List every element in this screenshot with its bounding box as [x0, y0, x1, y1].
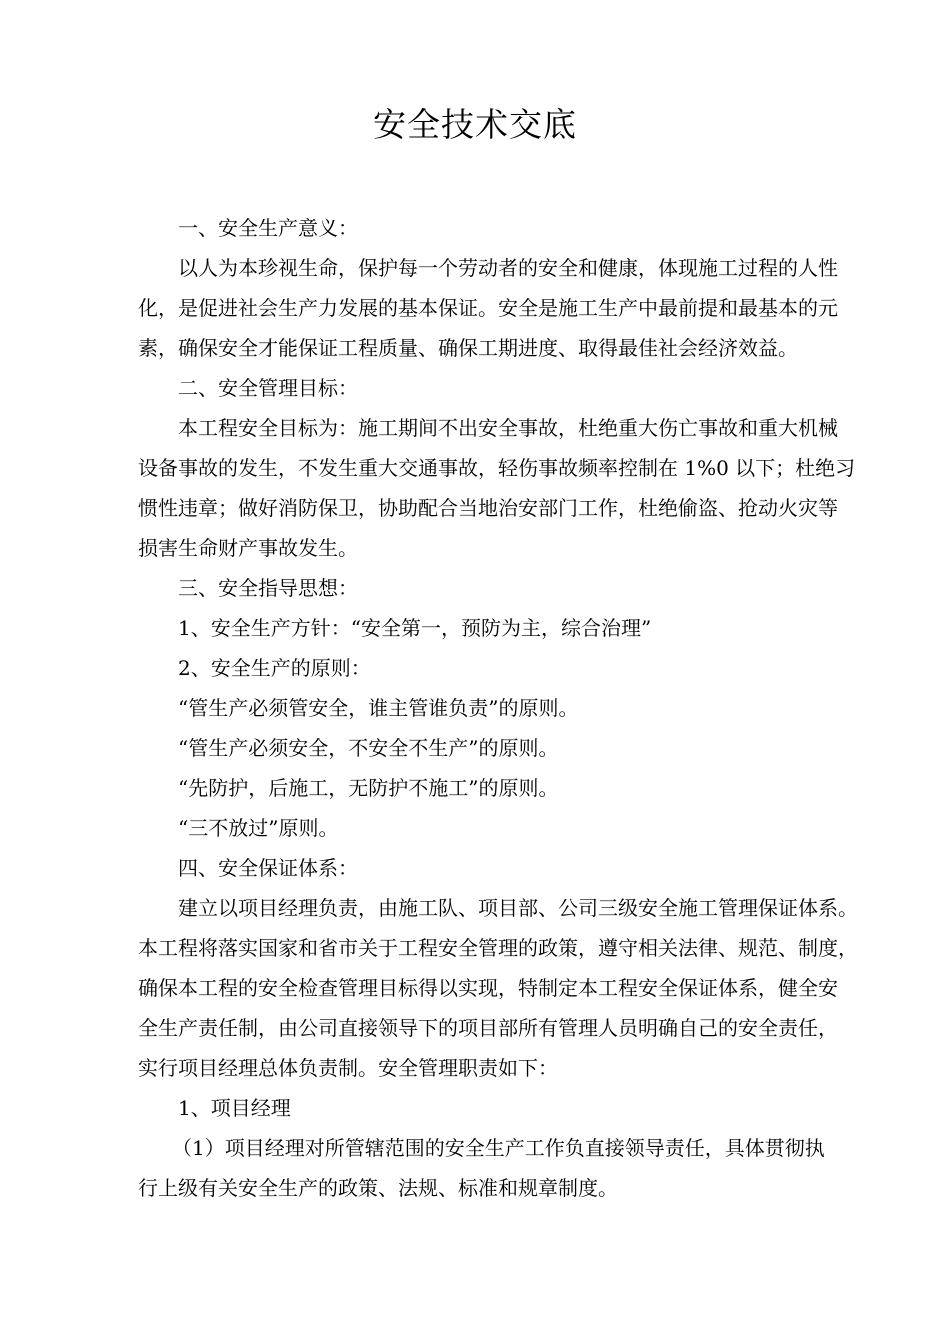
paragraph-line: 全生产责任制，由公司直接领导下的项目部所有管理人员明确自己的安全责任， [138, 1016, 838, 1040]
principle-line: “三不放过”原则。 [178, 816, 339, 840]
paragraph-line: 设备事故的发生，不发生重大交通事故，轻伤事故频率控制在 1%0 以下；杜绝习 [138, 456, 856, 480]
paragraph-line: 损害生命财产事故发生。 [138, 536, 358, 560]
paragraph-line: 化，是促进社会生产力发展的基本保证。安全是施工生产中最前提和最基本的元 [138, 296, 838, 320]
section-heading-3: 三、安全指导思想： [178, 576, 358, 600]
section-heading-1: 一、安全生产意义： [178, 216, 358, 240]
paragraph-line: 行上级有关安全生产的政策、法规、标准和规章制度。 [138, 1176, 618, 1200]
document-body [138, 208, 858, 1208]
list-item: 1、安全生产方针：“安全第一，预防为主，综合治理” [178, 616, 652, 640]
paragraph-line: 确保本工程的安全检查管理目标得以实现，特制定本工程安全保证体系，健全安 [138, 976, 838, 1000]
paragraph-line: 素，确保安全才能保证工程质量、确保工期进度、取得最佳社会经济效益。 [138, 336, 798, 360]
list-item: 2、安全生产的原则： [178, 656, 371, 680]
principle-line: “管生产必须安全，不安全不生产”的原则。 [178, 736, 559, 760]
paragraph-line: 实行项目经理总体负责制。安全管理职责如下： [138, 1056, 558, 1080]
paragraph-line: 惯性违章；做好消防保卫，协助配合当地治安部门工作，杜绝偷盗、抢动火灾等 [138, 496, 838, 520]
principle-line: “管生产必须管安全，谁主管谁负责”的原则。 [178, 696, 579, 720]
paragraph-line: 本工程安全目标为：施工期间不出安全事故，杜绝重大伤亡事故和重大机械 [178, 416, 838, 440]
subsection-heading: 1、项目经理 [178, 1096, 291, 1120]
document-title: 安全技术交底 [373, 105, 577, 144]
paragraph-line: 以人为本珍视生命，保护每一个劳动者的安全和健康，体现施工过程的人性 [178, 256, 838, 280]
paragraph-line: （1）项目经理对所管辖范围的安全生产工作负直接领导责任，具体贯彻执 [172, 1136, 825, 1160]
principle-line: “先防护，后施工，无防护不施工”的原则。 [178, 776, 559, 800]
section-heading-4: 四、安全保证体系： [178, 856, 358, 880]
paragraph-line: 建立以项目经理负责，由施工队、项目部、公司三级安全施工管理保证体系。 [178, 896, 858, 920]
section-heading-2: 二、安全管理目标： [178, 376, 358, 400]
paragraph-line: 本工程将落实国家和省市关于工程安全管理的政策，遵守相关法律、规范、制度， [138, 936, 858, 960]
